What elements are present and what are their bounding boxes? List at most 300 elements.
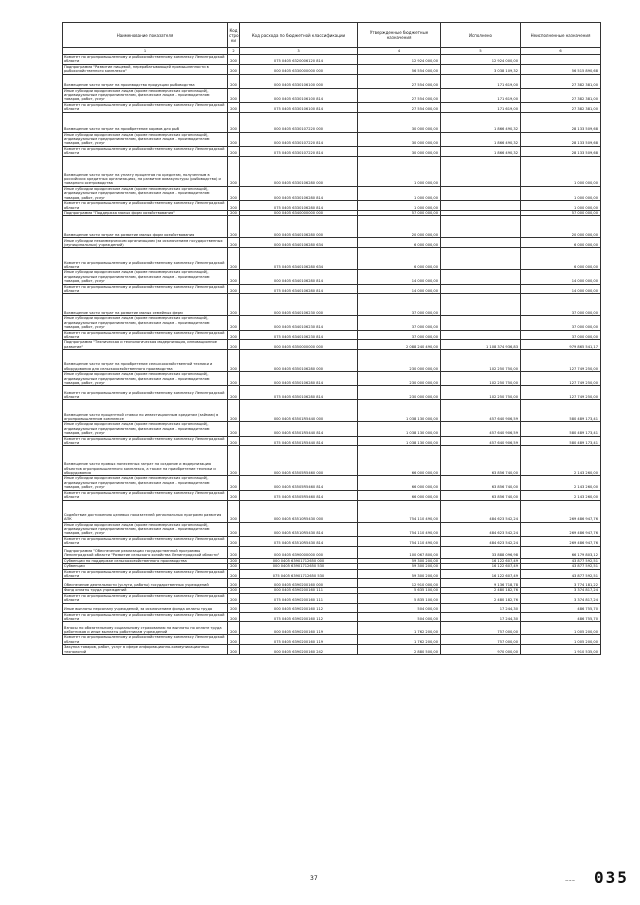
table-row bbox=[63, 294, 601, 316]
row-executed-amount: 970 000,00 bbox=[441, 645, 521, 655]
row-approved-amount: 37 000 000,00 bbox=[358, 330, 441, 340]
row-line-code: 200 bbox=[228, 446, 240, 476]
row-approved-amount: 5 835 100,00 bbox=[358, 593, 441, 603]
row-line-code: 200 bbox=[228, 490, 240, 500]
row-executed-amount: 9 136 718,78 bbox=[441, 579, 521, 588]
row-line-code: 200 bbox=[228, 422, 240, 436]
row-executed-amount: 171 619,00 bbox=[441, 102, 521, 112]
header-indicator-name: Наименование показателя bbox=[63, 23, 228, 48]
row-approved-amount: 230 000 000,00 bbox=[358, 350, 441, 372]
row-unexecuted-amount: 14 000 000,00 bbox=[521, 270, 601, 284]
row-approved-amount: 2 880 500,00 bbox=[358, 645, 441, 655]
row-expense-code: 000 0405 6350106280 000 bbox=[240, 350, 358, 372]
row-unexecuted-amount: 66 179 803,12 bbox=[521, 546, 601, 558]
row-executed-amount bbox=[441, 330, 521, 340]
row-approved-amount: 754 110 490,00 bbox=[358, 536, 441, 546]
row-indicator-name: Субвенции bbox=[63, 564, 228, 569]
row-approved-amount: 1 038 130 000,00 bbox=[358, 422, 441, 436]
row-expense-code: 075 0405 63510R5430 814 bbox=[240, 536, 358, 546]
row-indicator-name: Комитет по агропромышленному и рыбохозяйственному комплексу Ленинградской области bbox=[63, 146, 228, 156]
row-unexecuted-amount: 269 486 947,76 bbox=[521, 536, 601, 546]
row-executed-amount: 3 038 109,32 bbox=[441, 64, 521, 74]
row-unexecuted-amount: 979 865 541,17 bbox=[521, 340, 601, 350]
row-line-code: 200 bbox=[228, 372, 240, 386]
row-expense-code: 000 0405 6390200160 242 bbox=[240, 645, 358, 655]
row-approved-amount: 1 000 000,00 bbox=[358, 201, 441, 211]
row-expense-code: 000 0405 6330000000 000 bbox=[240, 64, 358, 74]
row-expense-code: 075 0405 6320006120 814 bbox=[240, 55, 358, 65]
table-row bbox=[63, 569, 601, 579]
row-unexecuted-amount: 27 382 381,00 bbox=[521, 88, 601, 102]
row-executed-amount: 171 619,00 bbox=[441, 74, 521, 88]
row-unexecuted-amount: 269 486 947,76 bbox=[521, 500, 601, 522]
table-row bbox=[63, 645, 601, 655]
table-row bbox=[63, 546, 601, 558]
row-expense-code: 000 0405 6330106100 814 bbox=[240, 88, 358, 102]
row-unexecuted-amount: 28 133 509,68 bbox=[521, 132, 601, 146]
row-unexecuted-amount: 6 000 000,00 bbox=[521, 248, 601, 270]
row-indicator-name: Подпрограмма "Поддержка малых форм хозяйствования" bbox=[63, 210, 228, 215]
table-row bbox=[63, 102, 601, 112]
row-expense-code: 075 0405 63501R5440 814 bbox=[240, 436, 358, 446]
row-executed-amount: 457 640 906,59 bbox=[441, 436, 521, 446]
row-indicator-name: Возмещение части затрат на приобретение кормов для рыб bbox=[63, 112, 228, 132]
table-row bbox=[63, 64, 601, 74]
row-executed-amount: 1 108 374 936,83 bbox=[441, 340, 521, 350]
row-executed-amount: 12 924 000,00 bbox=[441, 55, 521, 65]
row-executed-amount: 33 888 096,98 bbox=[441, 546, 521, 558]
row-unexecuted-amount: 1 005 200,00 bbox=[521, 622, 601, 635]
column-index-row bbox=[63, 48, 601, 55]
column-index-6: 6 bbox=[521, 48, 601, 55]
row-unexecuted-amount: 43 877 592,51 bbox=[521, 564, 601, 569]
row-indicator-name: Иные выплаты персоналу учреждений, за исключением фонда оплаты труда bbox=[63, 603, 228, 612]
row-unexecuted-amount: 43 877 592,51 bbox=[521, 569, 601, 579]
row-indicator-name: Комитет по агропромышленному и рыбохозяйственному комплексу Ленинградской области bbox=[63, 330, 228, 340]
row-approved-amount: 27 554 000,00 bbox=[358, 74, 441, 88]
row-line-code: 200 bbox=[228, 603, 240, 612]
row-unexecuted-amount: 127 749 250,00 bbox=[521, 372, 601, 386]
stamp-number: 035 bbox=[594, 868, 629, 887]
row-approved-amount: 504 000,00 bbox=[358, 612, 441, 622]
row-indicator-name: Комитет по агропромышленному и рыбохозяйственному комплексу Ленинградской области bbox=[63, 284, 228, 294]
row-unexecuted-amount: 1 000 000,00 bbox=[521, 201, 601, 211]
row-approved-amount: 56 554 000,00 bbox=[358, 64, 441, 74]
row-line-code: 200 bbox=[228, 400, 240, 422]
row-indicator-name: Комитет по агропромышленному и рыбохозяйственному комплексу Ленинградской области bbox=[63, 55, 228, 65]
row-unexecuted-amount bbox=[521, 55, 601, 65]
row-indicator-name: Комитет по агропромышленному и рыбохозяйственному комплексу Ленинградской области bbox=[63, 612, 228, 622]
row-executed-amount: 757 000,00 bbox=[441, 622, 521, 635]
row-line-code: 200 bbox=[228, 102, 240, 112]
row-line-code: 200 bbox=[228, 284, 240, 294]
row-line-code: 200 bbox=[228, 112, 240, 132]
stamp-mark: ~~~ bbox=[565, 878, 576, 883]
row-executed-amount: 16 122 607,49 bbox=[441, 569, 521, 579]
row-unexecuted-amount: 580 489 173,41 bbox=[521, 400, 601, 422]
column-index-1: 1 bbox=[63, 48, 228, 55]
row-expense-code: 075 0405 6340106280 814 bbox=[240, 284, 358, 294]
row-indicator-name: Подпрограмма "Развитие пищевой, перерабатывающей промышленности в рыбохозяйственного комплекса" bbox=[63, 64, 228, 74]
row-line-code: 200 bbox=[228, 316, 240, 330]
table-row bbox=[63, 350, 601, 372]
row-unexecuted-amount: 37 000 000,00 bbox=[521, 330, 601, 340]
row-executed-amount bbox=[441, 156, 521, 186]
row-line-code: 200 bbox=[228, 210, 240, 215]
row-line-code: 200 bbox=[228, 612, 240, 622]
row-unexecuted-amount: 57 000 000,00 bbox=[521, 210, 601, 215]
row-expense-code: 075 0405 6350106280 814 bbox=[240, 386, 358, 400]
row-unexecuted-amount: 3 774 181,22 bbox=[521, 579, 601, 588]
row-executed-amount: 171 619,00 bbox=[441, 88, 521, 102]
row-approved-amount: 27 554 000,00 bbox=[358, 102, 441, 112]
row-approved-amount: 12 924 000,00 bbox=[358, 55, 441, 65]
row-indicator-name: Возмещение части затрат на уплату процентов по кредитам, полученным в российских кредитных организациях, на развитие аквакультуры (рыбоводство) и товарного осетроводства bbox=[63, 156, 228, 186]
row-line-code: 200 bbox=[228, 350, 240, 372]
row-unexecuted-amount: 20 000 000,00 bbox=[521, 216, 601, 238]
row-expense-code: 075 0405 63901712650 530 bbox=[240, 569, 358, 579]
row-approved-amount: 30 000 000,00 bbox=[358, 146, 441, 156]
row-expense-code: 000 0405 6340106280 814 bbox=[240, 270, 358, 284]
row-unexecuted-amount: 127 749 250,00 bbox=[521, 350, 601, 372]
table-row bbox=[63, 55, 601, 65]
row-expense-code: 000 0405 6340106280 000 bbox=[240, 216, 358, 238]
row-line-code: 200 bbox=[228, 64, 240, 74]
row-indicator-name: Иные субсидии юридическим лицам (кроме некоммерческих организаций), индивидуальным предпринимателям, физическим лицам - производителям товаров, работ, услуг bbox=[63, 88, 228, 102]
row-expense-code: 000 0405 6330107220 000 bbox=[240, 112, 358, 132]
row-unexecuted-amount: 2 143 260,00 bbox=[521, 476, 601, 490]
row-executed-amount: 102 250 750,00 bbox=[441, 386, 521, 400]
row-line-code: 200 bbox=[228, 386, 240, 400]
row-executed-amount: 17 244,30 bbox=[441, 612, 521, 622]
row-executed-amount bbox=[441, 270, 521, 284]
row-line-code: 200 bbox=[228, 294, 240, 316]
table-row bbox=[63, 238, 601, 248]
table-row bbox=[63, 603, 601, 612]
row-executed-amount: 1 866 490,32 bbox=[441, 146, 521, 156]
row-unexecuted-amount: 28 133 509,68 bbox=[521, 112, 601, 132]
column-index-5: 5 bbox=[441, 48, 521, 55]
row-unexecuted-amount: 2 143 260,00 bbox=[521, 490, 601, 500]
row-indicator-name: Обеспечение деятельности (услуги, работы) государственных учреждений bbox=[63, 579, 228, 588]
table-row bbox=[63, 112, 601, 132]
row-approved-amount: 27 554 000,00 bbox=[358, 88, 441, 102]
row-expense-code: 000 0405 6350000000 000 bbox=[240, 340, 358, 350]
page-number: 37 bbox=[310, 875, 318, 882]
table-row bbox=[63, 88, 601, 102]
row-indicator-name: Субвенции по поддержке сельскохозяйственного производства bbox=[63, 558, 228, 563]
row-expense-code: 000 0405 63501R5440 000 bbox=[240, 400, 358, 422]
row-approved-amount: 6 000 000,00 bbox=[358, 238, 441, 248]
table-row bbox=[63, 422, 601, 436]
row-line-code: 200 bbox=[228, 622, 240, 635]
row-unexecuted-amount: 6 000 000,00 bbox=[521, 238, 601, 248]
table-row bbox=[63, 284, 601, 294]
row-executed-amount: 102 250 750,00 bbox=[441, 350, 521, 372]
row-indicator-name: Возмещение части затрат на развитие малых форм хозяйствования bbox=[63, 216, 228, 238]
row-indicator-name: Подпрограмма "Техническая и технологическая модернизация, инновационное развитие" bbox=[63, 340, 228, 350]
row-indicator-name: Комитет по агропромышленному и рыбохозяйственному комплексу Ленинградской области bbox=[63, 248, 228, 270]
row-line-code: 200 bbox=[228, 201, 240, 211]
row-expense-code: 075 0405 6390200160 111 bbox=[240, 593, 358, 603]
row-expense-code: 075 0405 6390200160 112 bbox=[240, 612, 358, 622]
row-indicator-name: Комитет по агропромышленному и рыбохозяйственному комплексу Ленинградской области bbox=[63, 536, 228, 546]
row-executed-amount: 16 122 607,49 bbox=[441, 558, 521, 563]
row-executed-amount bbox=[441, 201, 521, 211]
row-expense-code: 075 0405 6330106100 814 bbox=[240, 102, 358, 112]
row-approved-amount: 754 110 490,00 bbox=[358, 522, 441, 536]
row-expense-code: 000 0405 63505R5460 000 bbox=[240, 446, 358, 476]
row-expense-code: 000 0405 6330107220 814 bbox=[240, 132, 358, 146]
row-indicator-name: Подпрограмма "Обеспечение реализации государственной программы Ленинградской области "Развитие сельского хозяйства Ленинградской области" bbox=[63, 546, 228, 558]
row-line-code: 200 bbox=[228, 132, 240, 146]
row-approved-amount: 30 000 000,00 bbox=[358, 132, 441, 146]
row-expense-code: 000 0405 6330106280 000 bbox=[240, 156, 358, 186]
row-approved-amount: 59 300 200,00 bbox=[358, 558, 441, 563]
row-line-code: 200 bbox=[228, 248, 240, 270]
budget-execution-table bbox=[62, 22, 601, 655]
row-expense-code: 000 0405 63501R5440 814 bbox=[240, 422, 358, 436]
row-approved-amount: 1 000 000,00 bbox=[358, 186, 441, 200]
table-row bbox=[63, 579, 601, 588]
row-approved-amount: 754 110 490,00 bbox=[358, 500, 441, 522]
row-line-code: 200 bbox=[228, 476, 240, 490]
table-row bbox=[63, 476, 601, 490]
row-line-code: 200 bbox=[228, 238, 240, 248]
table-row bbox=[63, 270, 601, 284]
row-indicator-name: Иные субсидии юридическим лицам (кроме некоммерческих организаций), индивидуальным предпринимателям, физическим лицам - производителям товаров, работ, услуг bbox=[63, 476, 228, 490]
row-line-code: 200 bbox=[228, 436, 240, 446]
column-index-2: 2 bbox=[228, 48, 240, 55]
row-line-code: 200 bbox=[228, 340, 240, 350]
row-approved-amount: 1 000 000,00 bbox=[358, 156, 441, 186]
row-approved-amount: 2 088 240 490,00 bbox=[358, 340, 441, 350]
row-line-code: 200 bbox=[228, 579, 240, 588]
header-expense-code: Код расхода по бюджетной классификации bbox=[240, 23, 358, 48]
row-expense-code: 000 0405 6390200160 112 bbox=[240, 603, 358, 612]
row-line-code: 200 bbox=[228, 186, 240, 200]
row-approved-amount: 66 000 000,00 bbox=[358, 446, 441, 476]
row-expense-code: 000 0405 6390000000 000 bbox=[240, 546, 358, 558]
row-expense-code: 000 0405 6390200160 119 bbox=[240, 622, 358, 635]
row-line-code: 200 bbox=[228, 546, 240, 558]
row-approved-amount: 37 000 000,00 bbox=[358, 294, 441, 316]
table-row bbox=[63, 156, 601, 186]
row-expense-code: 000 0405 6340106230 000 bbox=[240, 294, 358, 316]
row-executed-amount: 63 856 740,00 bbox=[441, 490, 521, 500]
row-unexecuted-amount: 1 000 000,00 bbox=[521, 186, 601, 200]
row-executed-amount: 1 866 490,32 bbox=[441, 112, 521, 132]
row-indicator-name: Иные субсидии юридическим лицам (кроме некоммерческих организаций), индивидуальным предпринимателям, физическим лицам - производителям товаров, работ, услуг bbox=[63, 270, 228, 284]
row-line-code: 200 bbox=[228, 156, 240, 186]
row-unexecuted-amount: 28 133 509,68 bbox=[521, 146, 601, 156]
row-unexecuted-amount: 580 489 173,41 bbox=[521, 436, 601, 446]
row-line-code: 200 bbox=[228, 74, 240, 88]
table-row bbox=[63, 436, 601, 446]
row-expense-code: 000 0405 63510R5430 000 bbox=[240, 500, 358, 522]
row-expense-code: 000 0405 6340000000 000 bbox=[240, 210, 358, 215]
row-approved-amount: 66 000 000,00 bbox=[358, 490, 441, 500]
row-executed-amount bbox=[441, 216, 521, 238]
column-index-3: 3 bbox=[240, 48, 358, 55]
row-indicator-name: Комитет по агропромышленному и рыбохозяйственному комплексу Ленинградской области bbox=[63, 386, 228, 400]
row-indicator-name: Возмещение части затрат на развитие малых семейных ферм bbox=[63, 294, 228, 316]
row-executed-amount bbox=[441, 248, 521, 270]
row-approved-amount: 20 000 000,00 bbox=[358, 216, 441, 238]
row-executed-amount: 63 856 740,00 bbox=[441, 446, 521, 476]
row-indicator-name: Иные субсидии юридическим лицам (кроме некоммерческих организаций), индивидуальным предпринимателям, физическим лицам - производителям товаров, работ, услуг bbox=[63, 522, 228, 536]
row-unexecuted-amount: 2 143 260,00 bbox=[521, 446, 601, 476]
row-expense-code: 075 0405 6340106230 814 bbox=[240, 330, 358, 340]
row-approved-amount: 12 910 000,00 bbox=[358, 579, 441, 588]
row-unexecuted-amount: 486 755,70 bbox=[521, 612, 601, 622]
row-executed-amount: 2 480 182,76 bbox=[441, 588, 521, 593]
row-unexecuted-amount: 27 382 381,00 bbox=[521, 74, 601, 88]
row-indicator-name: Иные субсидии юридическим лицам (кроме некоммерческих организаций), индивидуальным предпринимателям, физическим лицам - производителям товаров, работ, услуг bbox=[63, 422, 228, 436]
row-line-code: 200 bbox=[228, 55, 240, 65]
row-executed-amount: 63 856 740,00 bbox=[441, 476, 521, 490]
table-row bbox=[63, 536, 601, 546]
row-indicator-name: Комитет по агропромышленному и рыбохозяйственному комплексу Ленинградской области bbox=[63, 201, 228, 211]
header-unexecuted: Неисполненные назначения bbox=[521, 23, 601, 48]
column-index-4: 4 bbox=[358, 48, 441, 55]
row-unexecuted-amount: 1 910 535,00 bbox=[521, 645, 601, 655]
row-approved-amount: 230 000 000,00 bbox=[358, 372, 441, 386]
row-approved-amount: 14 000 000,00 bbox=[358, 270, 441, 284]
row-expense-code: 000 0405 6330106280 814 bbox=[240, 186, 358, 200]
row-unexecuted-amount: 43 877 592,51 bbox=[521, 558, 601, 563]
table-row bbox=[63, 386, 601, 400]
row-executed-amount: 757 000,00 bbox=[441, 635, 521, 645]
row-unexecuted-amount: 269 486 947,76 bbox=[521, 522, 601, 536]
row-approved-amount: 1 762 200,00 bbox=[358, 622, 441, 635]
row-indicator-name: Содействие достижению целевых показателей региональных программ развития АПК bbox=[63, 500, 228, 522]
row-executed-amount bbox=[441, 238, 521, 248]
row-approved-amount: 100 067 800,00 bbox=[358, 546, 441, 558]
row-expense-code: 000 0405 63901712650 530 bbox=[240, 564, 358, 569]
table-row bbox=[63, 248, 601, 270]
table-row bbox=[63, 500, 601, 522]
row-executed-amount bbox=[441, 284, 521, 294]
row-approved-amount: 59 300 200,00 bbox=[358, 564, 441, 569]
table-row bbox=[63, 74, 601, 88]
table-row bbox=[63, 446, 601, 476]
row-line-code: 200 bbox=[228, 588, 240, 593]
row-approved-amount: 504 000,00 bbox=[358, 603, 441, 612]
row-indicator-name: Иные субсидии юридическим лицам (кроме некоммерческих организаций), индивидуальным предпринимателям, физическим лицам - производителям товаров, работ, услуг bbox=[63, 186, 228, 200]
table-row bbox=[63, 490, 601, 500]
row-line-code: 200 bbox=[228, 593, 240, 603]
row-indicator-name: Комитет по агропромышленному и рыбохозяйственному комплексу Ленинградской области bbox=[63, 569, 228, 579]
row-indicator-name: Возмещение части прямых понесенных затрат на создание и модернизацию объектов агропромышленного комплекса, а также на приобретение техники и оборудования bbox=[63, 446, 228, 476]
row-expense-code: 075 0405 6340106280 634 bbox=[240, 248, 358, 270]
table-row bbox=[63, 612, 601, 622]
table-header-row bbox=[63, 23, 601, 48]
row-unexecuted-amount: 3 374 817,24 bbox=[521, 593, 601, 603]
row-indicator-name: Возмещение части затрат на производство продукции рыбоводства bbox=[63, 74, 228, 88]
row-approved-amount: 30 000 000,00 bbox=[358, 112, 441, 132]
row-expense-code: 000 0405 63505R5460 814 bbox=[240, 476, 358, 490]
row-executed-amount bbox=[441, 186, 521, 200]
row-line-code: 200 bbox=[228, 330, 240, 340]
table-row bbox=[63, 330, 601, 340]
row-approved-amount: 59 300 200,00 bbox=[358, 569, 441, 579]
row-indicator-name: Комитет по агропромышленному и рыбохозяйственному комплексу Ленинградской области bbox=[63, 436, 228, 446]
row-unexecuted-amount: 14 000 000,00 bbox=[521, 284, 601, 294]
header-line-code: Код стро ки bbox=[228, 23, 240, 48]
table-row bbox=[63, 593, 601, 603]
row-executed-amount: 102 250 750,00 bbox=[441, 372, 521, 386]
row-indicator-name: Возмещение части затрат на приобретение сельскохозяйственной техники и оборудования для сельскохозяйственного производства bbox=[63, 350, 228, 372]
row-approved-amount: 57 000 000,00 bbox=[358, 210, 441, 215]
table-row bbox=[63, 146, 601, 156]
row-unexecuted-amount: 486 755,70 bbox=[521, 603, 601, 612]
row-executed-amount bbox=[441, 316, 521, 330]
table-row bbox=[63, 635, 601, 645]
row-expense-code: 000 0405 63901712650 000 bbox=[240, 558, 358, 563]
table-row bbox=[63, 340, 601, 350]
row-line-code: 200 bbox=[228, 645, 240, 655]
row-line-code: 200 bbox=[228, 216, 240, 238]
table-body bbox=[63, 55, 601, 655]
row-approved-amount: 37 000 000,00 bbox=[358, 316, 441, 330]
row-approved-amount: 6 000 000,00 bbox=[358, 248, 441, 270]
row-indicator-name: Комитет по агропромышленному и рыбохозяйственному комплексу Ленинградской области bbox=[63, 102, 228, 112]
row-indicator-name: Иные субсидии некоммерческим организациям (за исключением государственных (муниципальных) учреждений) bbox=[63, 238, 228, 248]
row-expense-code: 000 0405 6330106100 000 bbox=[240, 74, 358, 88]
header-executed: Исполнено bbox=[441, 23, 521, 48]
row-executed-amount: 17 244,30 bbox=[441, 603, 521, 612]
row-approved-amount: 1 038 130 000,00 bbox=[358, 400, 441, 422]
row-line-code: 200 bbox=[228, 564, 240, 569]
row-approved-amount: 1 762 200,00 bbox=[358, 635, 441, 645]
row-unexecuted-amount: 1 000 000,00 bbox=[521, 156, 601, 186]
row-unexecuted-amount: 37 000 000,00 bbox=[521, 294, 601, 316]
row-expense-code: 075 0405 63505R5460 814 bbox=[240, 490, 358, 500]
header-approved: Утвержденные бюджетные назначения bbox=[358, 23, 441, 48]
row-expense-code: 000 0405 6350106280 814 bbox=[240, 372, 358, 386]
row-executed-amount: 484 623 542,24 bbox=[441, 500, 521, 522]
row-executed-amount: 484 623 542,24 bbox=[441, 522, 521, 536]
row-expense-code: 000 0405 63510R5430 814 bbox=[240, 522, 358, 536]
row-expense-code: 075 0405 6330107220 814 bbox=[240, 146, 358, 156]
row-unexecuted-amount: 580 489 173,41 bbox=[521, 422, 601, 436]
table-row bbox=[63, 622, 601, 635]
row-expense-code: 000 0405 6340106280 634 bbox=[240, 238, 358, 248]
row-line-code: 200 bbox=[228, 270, 240, 284]
row-expense-code: 000 0405 6390200160 000 bbox=[240, 579, 358, 588]
row-line-code: 200 bbox=[228, 635, 240, 645]
table-row bbox=[63, 216, 601, 238]
row-line-code: 200 bbox=[228, 146, 240, 156]
row-executed-amount: 1 866 490,32 bbox=[441, 132, 521, 146]
row-unexecuted-amount: 37 000 000,00 bbox=[521, 316, 601, 330]
row-line-code: 200 bbox=[228, 569, 240, 579]
row-indicator-name: Возмещение части процентной ставки по инвестиционным кредитам (займам) в агропромышленном комплексе bbox=[63, 400, 228, 422]
table-row bbox=[63, 316, 601, 330]
table-row bbox=[63, 201, 601, 211]
row-unexecuted-amount: 56 515 890,68 bbox=[521, 64, 601, 74]
table-row bbox=[63, 132, 601, 146]
row-expense-code: 075 0405 6390200160 119 bbox=[240, 635, 358, 645]
table-row bbox=[63, 522, 601, 536]
row-expense-code: 000 0405 6390200160 111 bbox=[240, 588, 358, 593]
row-executed-amount: 16 122 607,49 bbox=[441, 564, 521, 569]
row-unexecuted-amount: 1 005 200,00 bbox=[521, 635, 601, 645]
row-line-code: 200 bbox=[228, 558, 240, 563]
row-indicator-name: Комитет по агропромышленному и рыбохозяйственному комплексу Ленинградской области bbox=[63, 490, 228, 500]
row-unexecuted-amount: 27 382 381,00 bbox=[521, 102, 601, 112]
